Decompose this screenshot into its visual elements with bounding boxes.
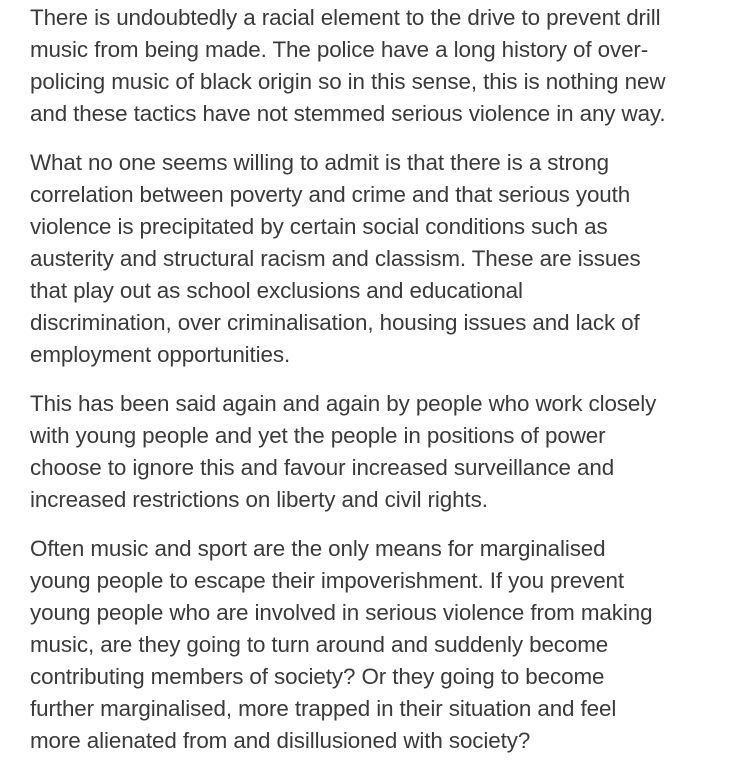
paragraph-2 bbox=[30, 147, 730, 371]
paragraph-1 bbox=[30, 2, 730, 130]
text-line: violence is precipitated by certain social conditions such as bbox=[30, 214, 608, 239]
text-line: employment opportunities. bbox=[30, 342, 291, 367]
text-line: contributing members of society? Or they going to become bbox=[30, 664, 605, 689]
text-line: Often music and sport are the only means for marginalised bbox=[30, 536, 606, 561]
article-body bbox=[30, 2, 730, 757]
text-line: more alienated from and disillusioned with society? bbox=[30, 728, 531, 753]
text-line: and these tactics have not stemmed serious violence in any way. bbox=[30, 101, 666, 126]
paragraph-4 bbox=[30, 533, 730, 757]
text-line: choose to ignore this and favour increased surveillance and bbox=[30, 455, 615, 480]
text-line: music, are they going to turn around and suddenly become bbox=[30, 632, 609, 657]
text-line: increased restrictions on liberty and civil rights. bbox=[30, 487, 488, 512]
text-line: This has been said again and again by people who work closely bbox=[30, 391, 657, 416]
text-line: further marginalised, more trapped in their situation and feel bbox=[30, 696, 617, 721]
text-line: music from being made. The police have a long history of over- bbox=[30, 37, 649, 62]
text-line: young people who are involved in serious violence from making bbox=[30, 600, 653, 625]
paragraph-3 bbox=[30, 388, 730, 516]
text-line: with young people and yet the people in positions of power bbox=[30, 423, 606, 448]
text-line: What no one seems willing to admit is that there is a strong bbox=[30, 150, 609, 175]
text-line: policing music of black origin so in this sense, this is nothing new bbox=[30, 69, 666, 94]
text-line: correlation between poverty and crime and that serious youth bbox=[30, 182, 631, 207]
text-line: discrimination, over criminalisation, housing issues and lack of bbox=[30, 310, 640, 335]
text-line: young people to escape their impoverishment. If you prevent bbox=[30, 568, 625, 593]
text-line: that play out as school exclusions and educational bbox=[30, 278, 523, 303]
text-line: There is undoubtedly a racial element to the drive to prevent drill bbox=[30, 5, 661, 30]
text-line: austerity and structural racism and classism. These are issues bbox=[30, 246, 641, 271]
